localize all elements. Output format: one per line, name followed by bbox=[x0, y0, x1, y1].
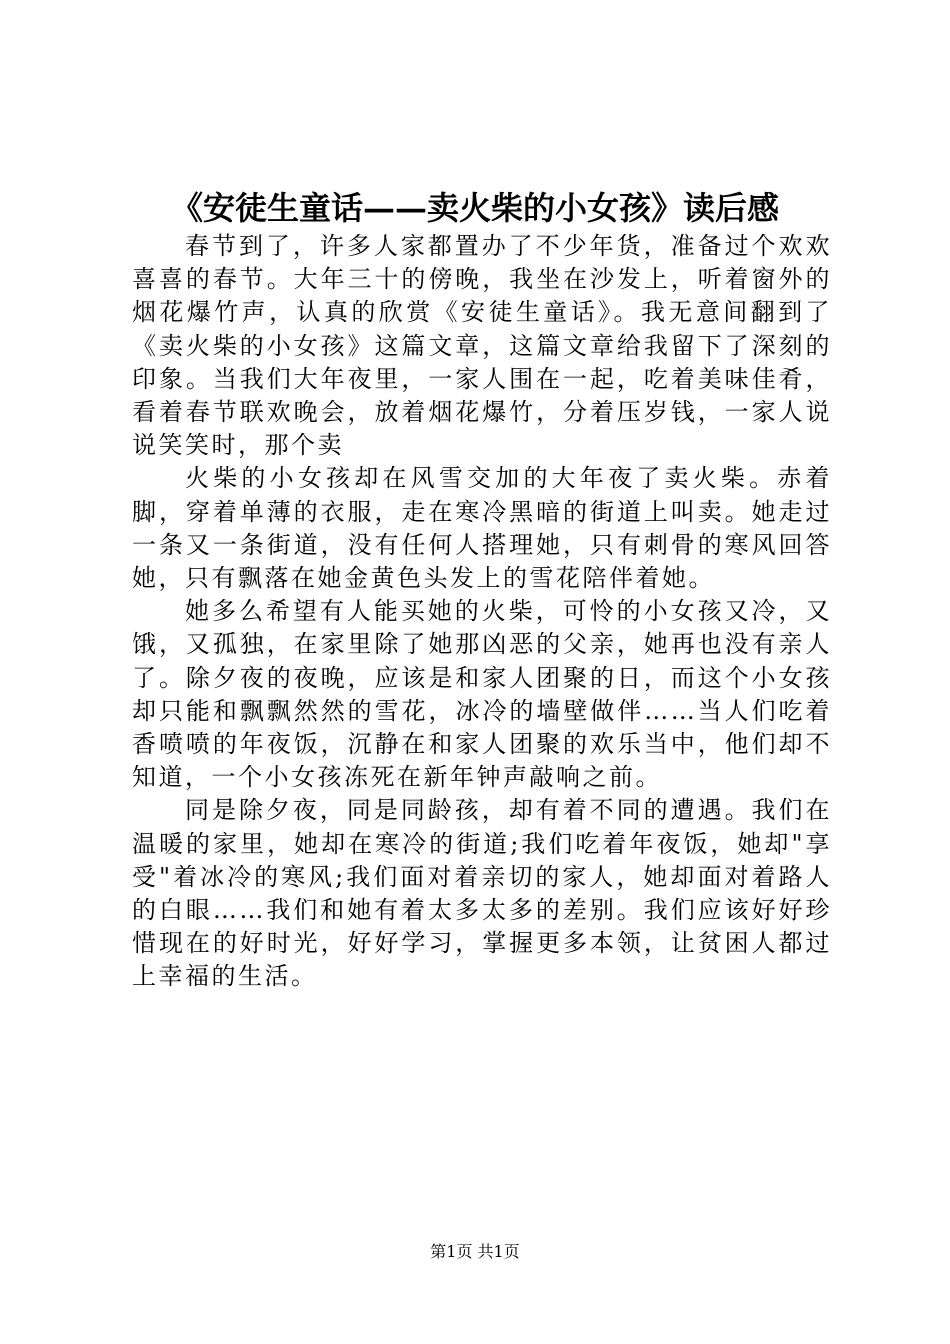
paragraph-4: 同是除夕夜，同是同龄孩，却有着不同的遭遇。我们在温暖的家里，她却在寒冷的街道;我们吃着年夜饭，她却"享受"着冰冷的寒风;我们面对着亲切的家人，她却面对着路人的白眼……我们和她有着太多太多的差别。我们应该好好珍惜现在的好时光，好好学习，掌握更多本领，让贫困人都过上幸福的生活。 bbox=[132, 796, 832, 991]
paragraph-1: 春节到了，许多人家都置办了不少年货，准备过个欢欢喜喜的春节。大年三十的傍晚，我坐在沙发上，听着窗外的烟花爆竹声，认真的欣赏《安徒生童话》。我无意间翻到了《卖火柴的小女孩》这篇文章，这篇文章给我留下了深刻的印象。当我们大年夜里，一家人围在一起，吃着美味佳肴，看着春节联欢晚会，放着烟花爆竹，分着压岁钱，一家人说说笑笑时，那个卖 bbox=[132, 232, 832, 460]
document-title: 《安徒生童话——卖火柴的小女孩》读后感 bbox=[170, 189, 779, 227]
document-body bbox=[132, 230, 832, 994]
paragraph-2: 火柴的小女孩却在风雪交加的大年夜了卖火柴。赤着脚，穿着单薄的衣服，走在寒冷黑暗的街道上叫卖。她走过一条又一条街道，没有任何人搭理她，只有刺骨的寒风回答她，只有飘落在她金黄色头发上的雪花陪伴着她。 bbox=[132, 464, 832, 593]
paragraph-3: 她多么希望有人能买她的火柴，可怜的小女孩又冷，又饿，又孤独，在家里除了她那凶恶的父亲，她再也没有亲人了。除夕夜的夜晚，应该是和家人团聚的日，而这个小女孩却只能和飘飘然然的雪花，冰冷的墙壁做伴……当人们吃着香喷喷的年夜饭，沉静在和家人团聚的欢乐当中，他们却不知道，一个小女孩冻死在新年钟声敲响之前。 bbox=[132, 597, 832, 792]
page-footer: 第1页 共1页 bbox=[430, 1242, 520, 1261]
